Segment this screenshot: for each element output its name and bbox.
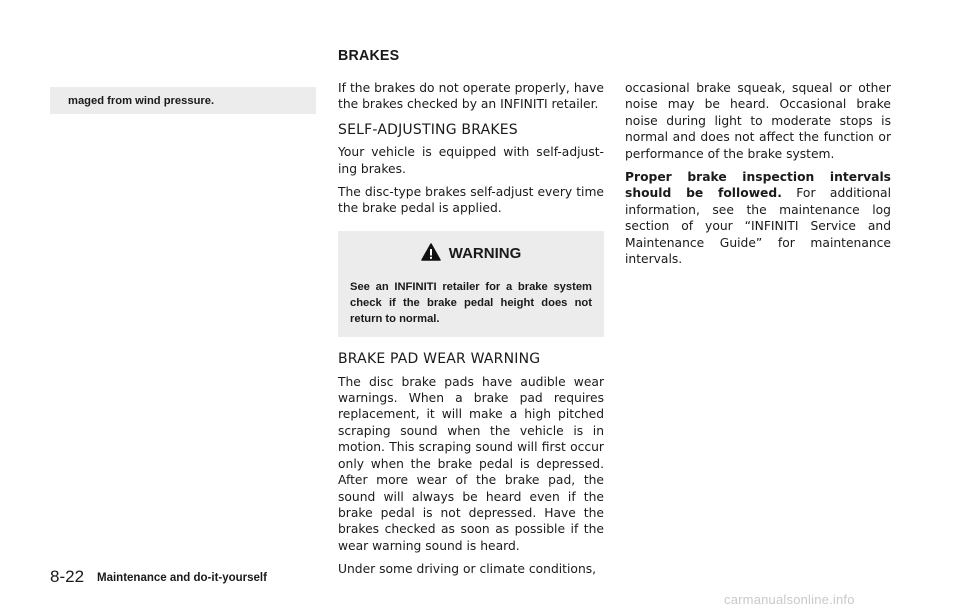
self-adjusting-paragraph-2: The disc-type brakes self-adjust every time the brake pedal is applied. bbox=[338, 185, 604, 216]
brake-noise-paragraph: occasional brake squeak, squeal or other noise may be heard. Occasional brake noise during light to moderate stops is normal and does not affect the function or performance of the brake system. bbox=[625, 81, 891, 161]
middle-column bbox=[338, 80, 604, 585]
previous-warning-text: maged from wind pressure. bbox=[68, 95, 215, 107]
inspection-lead: Proper brake inspection intervals should be followed. bbox=[625, 170, 891, 201]
previous-warning-box bbox=[50, 87, 316, 114]
warning-title: WARNING bbox=[448, 244, 522, 262]
self-adjusting-paragraph-1: Your vehicle is equipped with self-adjust-ing brakes. bbox=[338, 145, 604, 176]
self-adjusting-heading: SELF-ADJUSTING BRAKES bbox=[338, 121, 518, 138]
warning-header bbox=[348, 243, 594, 265]
pad-wear-paragraph-2: Under some driving or climate conditions, bbox=[338, 562, 597, 577]
site-watermark: carmanualsonline.info bbox=[724, 592, 855, 607]
page-number: 8-22 bbox=[50, 567, 85, 586]
right-column bbox=[625, 80, 891, 274]
pad-wear-paragraph-1: The disc brake pads have audible wear warnings. When a brake pad requires replacement, it will make a high pitched scraping sound when the vehicle is in motion. This scraping sound will first occur only when the brake pedal is depressed. After more wear of the brake pad, the sound will always be heard even if the brake pedal is not depressed. Have the brakes checked as soon as possible if the wear warning sound is heard. bbox=[338, 374, 604, 553]
chapter-title: Maintenance and do-it-yourself bbox=[97, 572, 267, 584]
section-title: BRAKES bbox=[338, 47, 400, 64]
pad-wear-heading: BRAKE PAD WEAR WARNING bbox=[338, 351, 541, 368]
warning-box bbox=[338, 231, 604, 337]
inspection-rest: For additional information, see the maintenance log section of your “INFINITI Service and Maintenance Guide” for maintenance intervals. bbox=[625, 186, 891, 267]
warning-text: See an INFINITI retailer for a brake system check if the brake pedal height does not return to normal. bbox=[350, 281, 592, 326]
inspection-paragraph bbox=[625, 169, 891, 267]
intro-paragraph: If the brakes do not operate properly, have the brakes checked by an INFINITI retailer. bbox=[338, 81, 604, 112]
warning-triangle-icon bbox=[421, 243, 441, 265]
